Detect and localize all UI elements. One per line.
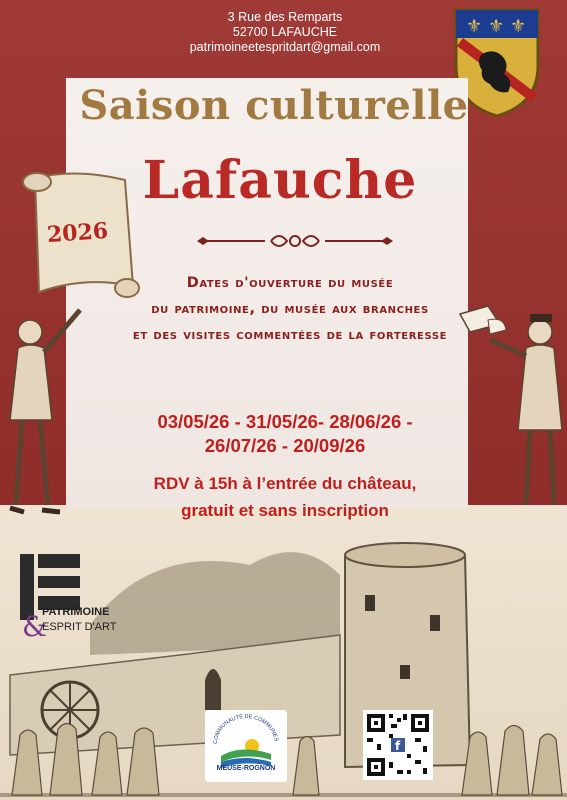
heading-line-2: du patrimoine, du musée aux branches [151,301,429,317]
logo-text-esprit: ESPRIT D'ART [42,621,117,633]
svg-text:⚜: ⚜ [466,16,483,37]
dates-line-2: 26/07/26 - 20/09/26 [204,434,366,456]
year-label: 2026 [46,217,109,249]
address-street: 3 Rue des Remparts [227,10,343,24]
heading-line-3: et des visites commentées de la forteresse [132,327,448,343]
partner-name: MEUSE-ROGNON [216,765,276,772]
svg-text:f: f [395,739,401,753]
ornament-divider-icon [195,232,395,250]
event-dates [90,410,480,457]
logo-text-patrimoine: PATRIMOINE [42,606,110,618]
partner-arc-text: COMMUNAUTÉ DE COMMUNES [212,713,279,745]
dates-line-1: 03/05/26 - 31/05/26- 28/06/26 - [157,411,413,432]
village-title: Lafauche [142,150,418,211]
svg-text:⚜: ⚜ [488,16,505,37]
contact-email: patrimoineetespritdart@gmail.com [189,40,381,54]
address-city: 52700 LAFAUCHE [232,25,338,39]
svg-text:⚜: ⚜ [510,16,527,37]
rdv-line-2: gratuit et sans inscription [181,501,389,520]
qr-code-icon [363,710,433,780]
svg-text:COMMUNAUTÉ DE COMMUNES [213,713,279,744]
medieval-figure-left-icon [0,300,95,525]
season-title: Saison culturelle [79,82,469,129]
medieval-figure-right-icon [430,300,567,525]
rdv-line-1: RDV à 15h à l’entrée du château, [153,474,417,493]
logo-ampersand: & [22,610,47,640]
contact-block [160,10,410,55]
heading-line-1: Dates d'ouverture du musée [186,275,394,291]
